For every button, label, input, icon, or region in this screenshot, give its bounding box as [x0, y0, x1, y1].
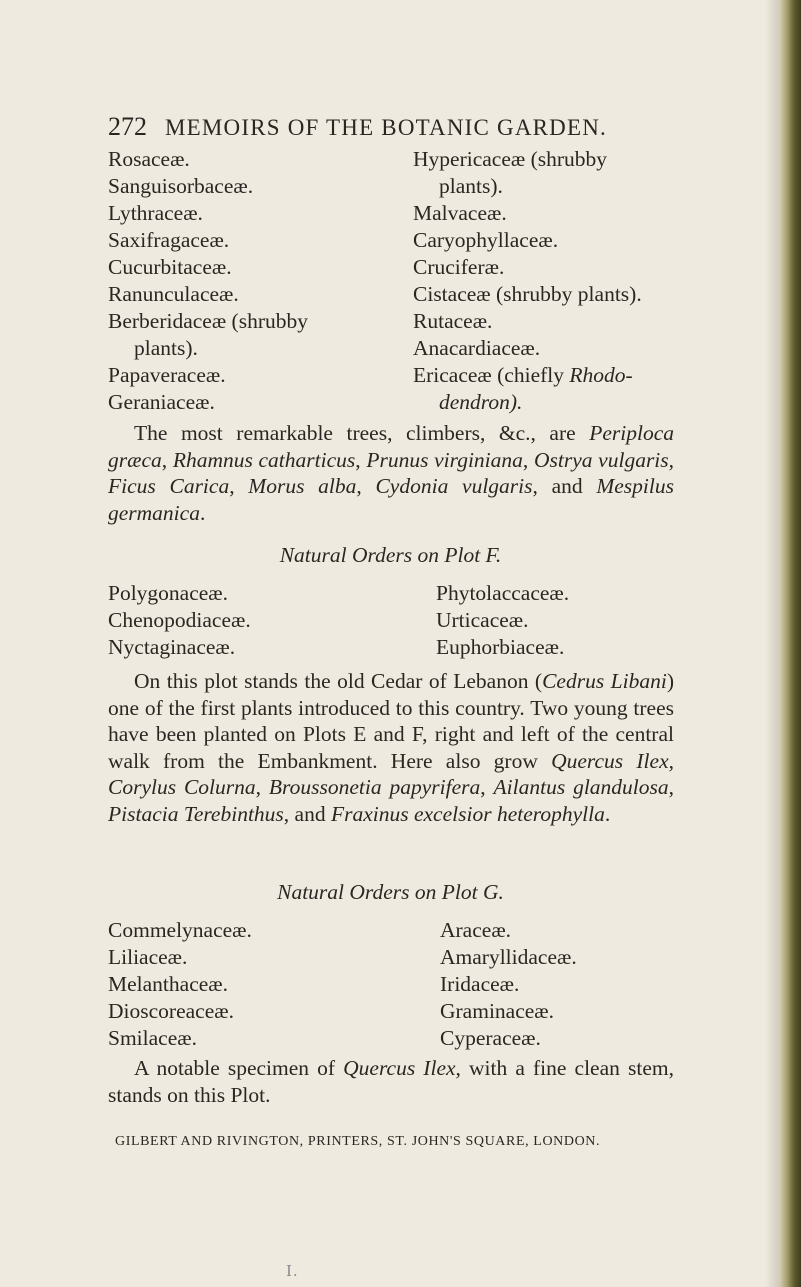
- plot-f-list-left: [108, 580, 251, 661]
- list-item: Hypericaceæ (shrubby: [413, 147, 608, 171]
- list-item: Euphorbiaceæ.: [436, 635, 565, 659]
- plot-g-list-right: [440, 917, 577, 1052]
- text-run: ,: [668, 748, 674, 773]
- running-header: [108, 112, 668, 142]
- list-item: Cistaceæ (shrubby plants).: [413, 282, 642, 306]
- orders-list-right: [413, 146, 642, 416]
- list-item: Sanguisorbaceæ.: [108, 174, 254, 198]
- book-edge: [779, 0, 801, 1287]
- text-run: ,: [480, 775, 494, 799]
- list-item: Cyperaceæ.: [440, 1026, 541, 1050]
- list-item: Iridaceæ.: [440, 972, 520, 996]
- text-run: ,: [255, 775, 269, 799]
- species-name: Quercus Ilex: [343, 1056, 456, 1080]
- text-run: On this plot stands the old Cedar of Lebanon (: [134, 669, 543, 693]
- species-name: Mespilus germanica: [108, 474, 674, 525]
- list-item: Araceæ.: [440, 918, 512, 942]
- species-name: Ficus Carica: [108, 474, 230, 498]
- text-run: ,: [356, 474, 376, 498]
- list-item: Chenopodiaceæ.: [108, 608, 251, 632]
- text-run: The most remarkable trees, climbers, &c., are: [134, 421, 590, 445]
- list-item: Geraniaceæ.: [108, 390, 215, 414]
- species-name: Ailantus glandulosa: [493, 775, 669, 799]
- text-run: ,: [161, 447, 173, 472]
- list-item: Nyctaginaceæ.: [108, 635, 236, 659]
- list-item: Cruciferæ.: [413, 255, 505, 279]
- printer-imprint: GILBERT AND RIVINGTON, PRINTERS, ST. JOHN'S SQUARE, LONDON.: [115, 1134, 601, 1149]
- text-run: , and: [532, 474, 597, 498]
- species-name: Morus alba: [248, 474, 357, 498]
- list-item: Smilaceæ.: [108, 1026, 197, 1050]
- species-name: Ostrya vulgaris: [533, 447, 669, 472]
- species-name: Periploca græca: [108, 421, 674, 472]
- list-item: Cucurbitaceæ.: [108, 255, 232, 279]
- page-number: 272: [108, 112, 147, 141]
- list-item: Dioscoreaceæ.: [108, 999, 234, 1023]
- plot-f-list-right: [436, 580, 569, 661]
- species-name: Cydonia vulgaris: [375, 474, 533, 498]
- text-run: .: [199, 500, 206, 525]
- text-run: ) one of the first plants introduced to this country. Two young trees have been planted on Plots E and F, right and left of the central walk from the Embankment. Here also grow: [108, 669, 674, 773]
- text-run: ,: [668, 775, 675, 799]
- list-item-italic: dendron).: [439, 390, 523, 414]
- list-item: Graminaceæ.: [440, 999, 555, 1023]
- plot-g-list-left: [108, 917, 252, 1052]
- page-gutter-shadow: [765, 0, 779, 1287]
- list-item: Caryophyllaceæ.: [413, 228, 559, 252]
- list-item: Anacardiaceæ.: [413, 336, 541, 360]
- list-item: Lythraceæ.: [108, 201, 203, 225]
- page-title: MEMOIRS OF THE BOTANIC GARDEN.: [165, 115, 608, 140]
- text-run: A notable specimen of: [134, 1056, 344, 1080]
- text-run: , with a fine clean stem, stands on this Plot.: [108, 1056, 674, 1107]
- list-item: [413, 389, 642, 416]
- section-heading-plot-f: Natural Orders on Plot F.: [279, 543, 502, 567]
- species-name: Prunus virginiana: [366, 447, 523, 472]
- paragraph-remarkable-trees: [108, 420, 674, 526]
- list-item-italic: Rhodo-: [569, 363, 633, 387]
- list-item: Urticaceæ.: [436, 608, 529, 632]
- list-item: Malvaceæ.: [413, 201, 507, 225]
- list-item: Polygonaceæ.: [108, 581, 229, 605]
- section-heading-plot-g: Natural Orders on Plot G.: [277, 880, 504, 904]
- species-name: Pistacia Terebinthus: [108, 801, 284, 826]
- list-item: plants).: [439, 174, 503, 198]
- list-item: Melanthaceæ.: [108, 972, 228, 996]
- list-item: Rosaceæ.: [108, 147, 190, 171]
- list-item: Ranunculaceæ.: [108, 282, 239, 306]
- species-name: Fraxinus excelsior heterophylla: [330, 801, 605, 826]
- text-run: ,: [668, 447, 675, 472]
- bottom-margin-mark: I.: [286, 1262, 299, 1280]
- species-name: Corylus Colurna: [108, 775, 256, 799]
- list-item: plants).: [134, 336, 198, 360]
- text-run: , and: [283, 801, 331, 826]
- list-item: Papaveraceæ.: [108, 363, 226, 387]
- list-item: Commelynaceæ.: [108, 918, 252, 942]
- list-item: Phytolaccaceæ.: [436, 581, 570, 605]
- list-item: Liliaceæ.: [108, 945, 188, 969]
- paragraph-notable-specimen: [108, 1055, 674, 1108]
- text-run: .: [604, 801, 611, 826]
- list-item: Amaryllidaceæ.: [440, 945, 577, 969]
- species-name: Cedrus Libani: [542, 669, 667, 693]
- species-name: Broussonetia papyrifera: [268, 775, 481, 799]
- list-item-text: Ericaceæ (chiefly: [413, 363, 565, 387]
- species-name: Quercus Ilex: [551, 748, 669, 773]
- list-item: [413, 362, 642, 389]
- paragraph-cedar: [108, 668, 674, 827]
- list-item: Berberidaceæ (shrubby: [108, 309, 308, 333]
- orders-list-left: [108, 146, 308, 416]
- list-item: Saxifragaceæ.: [108, 228, 230, 252]
- text-run: ,: [355, 447, 367, 472]
- list-item: Rutaceæ.: [413, 309, 493, 333]
- species-name: Rhamnus catharticus: [172, 447, 356, 472]
- text-run: ,: [229, 474, 249, 498]
- text-run: ,: [522, 447, 534, 472]
